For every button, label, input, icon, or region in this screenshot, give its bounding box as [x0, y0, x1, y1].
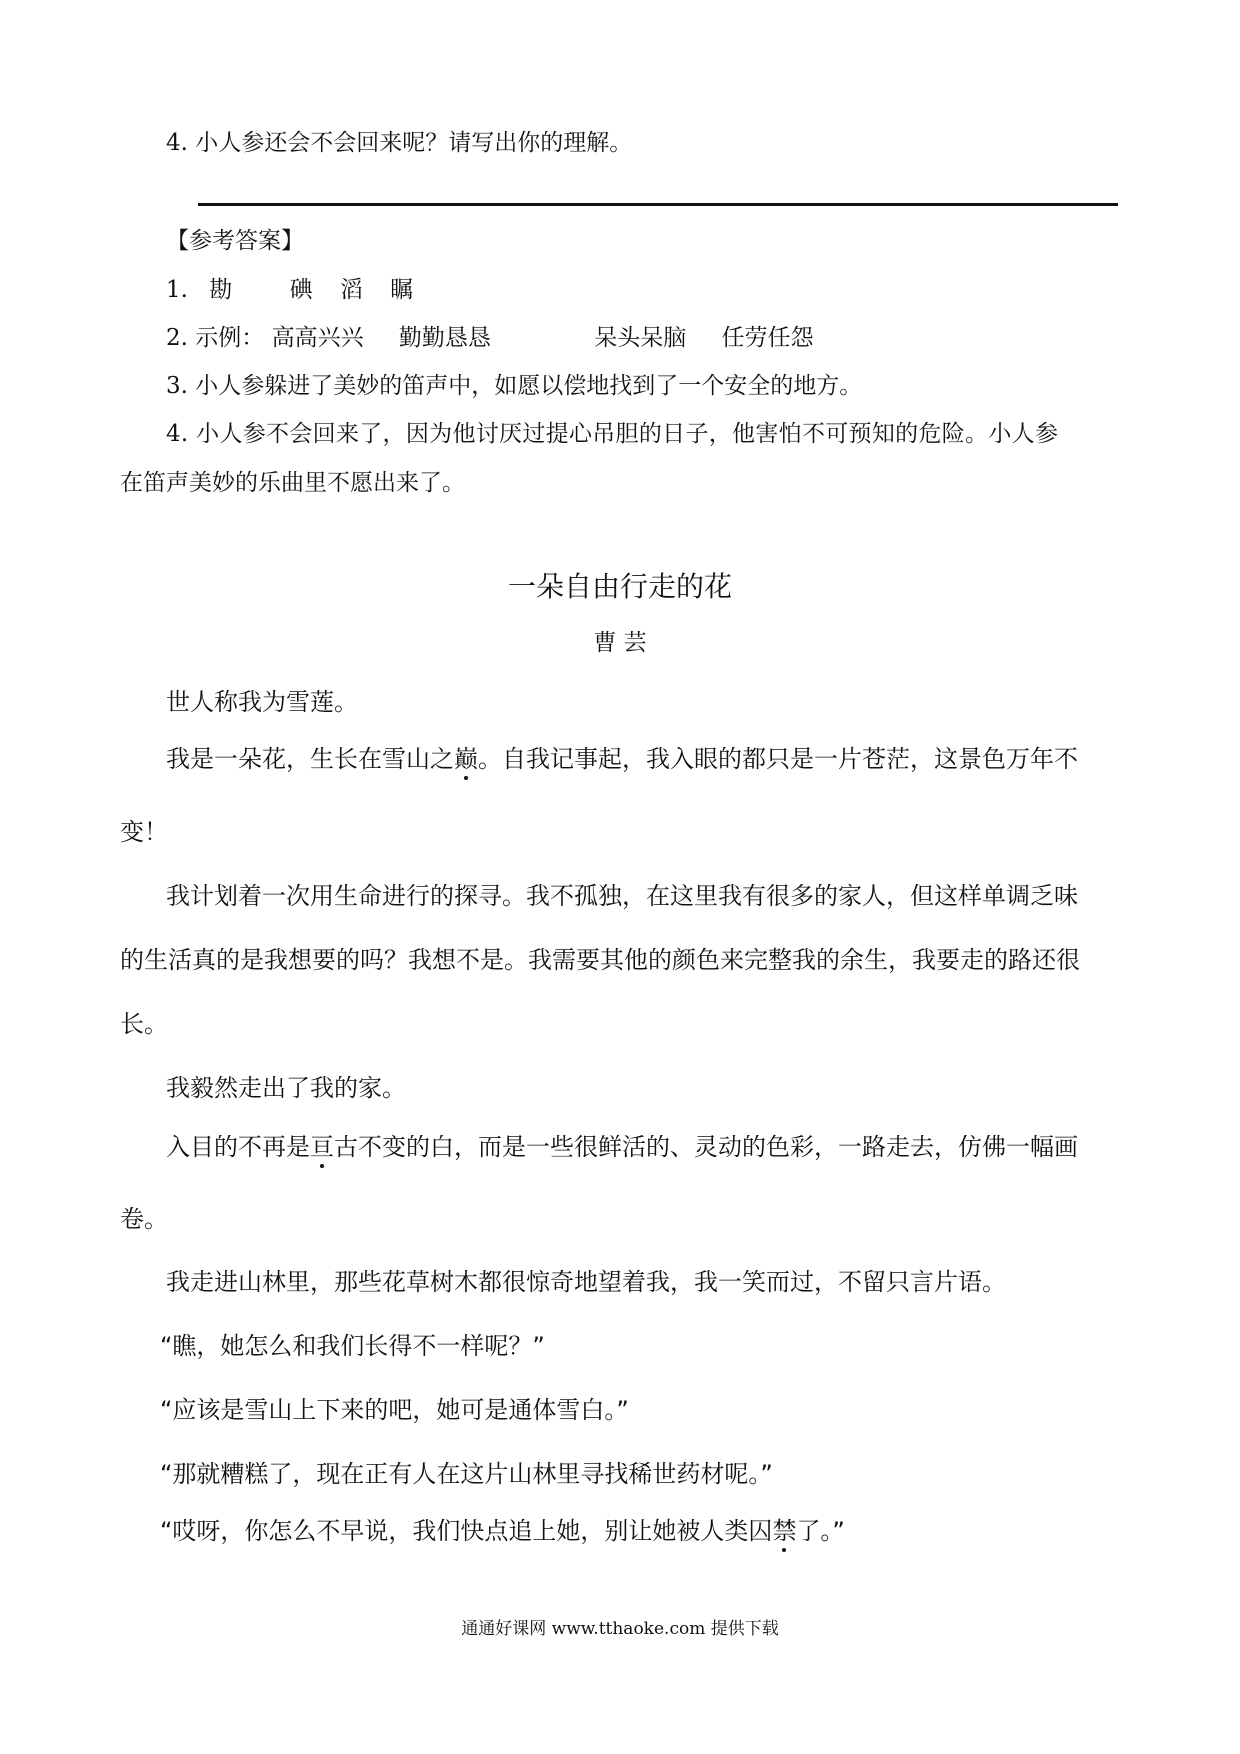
answer-2-word: 任劳任怨 [721, 325, 814, 351]
story-paragraph-continued: 的生活真的是我想要的吗？我想不是。我需要其他的颜色来完整我的余生，我要走的路还很 [120, 946, 1080, 974]
question-4: 4. 小人参还会不会回来呢？请写出你的理解。 [166, 130, 633, 156]
dialogue-line: “应该是雪山上下来的吧，她可是通体雪白。” [160, 1396, 629, 1424]
answers-title: 【参考答案】 [166, 228, 304, 254]
answer-2 [166, 325, 814, 353]
answer-2-word: 高高兴兴 [271, 325, 364, 351]
emphasis-character: 巅 [454, 745, 478, 773]
emphasis-character: 禁 [772, 1517, 797, 1545]
answer-1-word: 滔 [339, 277, 363, 303]
story-text: “哎呀，你怎么不早说，我们快点追上她，别让她被人类囚 [160, 1517, 773, 1545]
page-footer: 通通好课网 www.tthaoke.com 提供下载 [461, 1619, 779, 1639]
dialogue-line: “瞧，她怎么和我们长得不一样呢？” [160, 1332, 545, 1360]
story-paragraph: 世人称我为雪莲。 [166, 688, 358, 716]
story-paragraph [166, 745, 1078, 774]
story-paragraph-continued: 卷。 [120, 1205, 168, 1233]
emphasis-character: 亘 [310, 1133, 334, 1161]
story-text: 入目的不再是 [166, 1133, 310, 1161]
answer-2-word: 呆头呆脑 [594, 325, 687, 351]
story-paragraph: 我计划着一次用生命进行的探寻。我不孤独，在这里我有很多的家人，但这样单调乏味 [166, 882, 1078, 910]
story-paragraph-continued: 变！ [120, 818, 168, 846]
dialogue-line [160, 1517, 845, 1546]
story-paragraph: 我走进山林里，那些花草树木都很惊奇地望着我，我一笑而过，不留只言片语。 [166, 1268, 1006, 1296]
answer-1-word: 瞩 [390, 277, 414, 303]
dialogue-line: “那就糟糕了，现在正有人在这片山林里寻找稀世药材呢。” [160, 1460, 773, 1488]
story-text: 古不变的白，而是一些很鲜活的、灵动的色彩，一路走去，仿佛一幅画 [334, 1133, 1078, 1161]
story-paragraph [166, 1133, 1078, 1162]
answer-4-line-1: 4. 小人参不会回来了，因为他讨厌过提心吊胆的日子，他害怕不可预知的危险。小人参 [166, 421, 1059, 447]
answer-4-line-2: 在笛声美妙的乐曲里不愿出来了。 [120, 470, 465, 496]
story-author: 曹 芸 [593, 630, 647, 656]
answer-2-prefix: 2. 示例： [166, 325, 265, 351]
answer-1-number: 1. [166, 277, 188, 303]
answer-1-word: 勘 [209, 277, 233, 303]
answer-1 [166, 277, 413, 305]
section-divider [198, 203, 1118, 206]
story-text: 。自我记事起，我入眼的都只是一片苍茫，这景色万年不 [478, 745, 1078, 773]
story-text: 了。” [796, 1517, 845, 1545]
story-paragraph-continued: 长。 [120, 1010, 168, 1038]
story-title: 一朵自由行走的花 [507, 570, 732, 603]
answer-3: 3. 小人参躲进了美妙的笛声中，如愿以偿地找到了一个安全的地方。 [166, 373, 863, 399]
story-text: 我是一朵花，生长在雪山之 [166, 745, 454, 773]
story-paragraph: 我毅然走出了我的家。 [166, 1074, 406, 1102]
answer-1-word: 碘 [289, 277, 313, 303]
answer-2-word: 勤勤恳恳 [398, 325, 491, 351]
